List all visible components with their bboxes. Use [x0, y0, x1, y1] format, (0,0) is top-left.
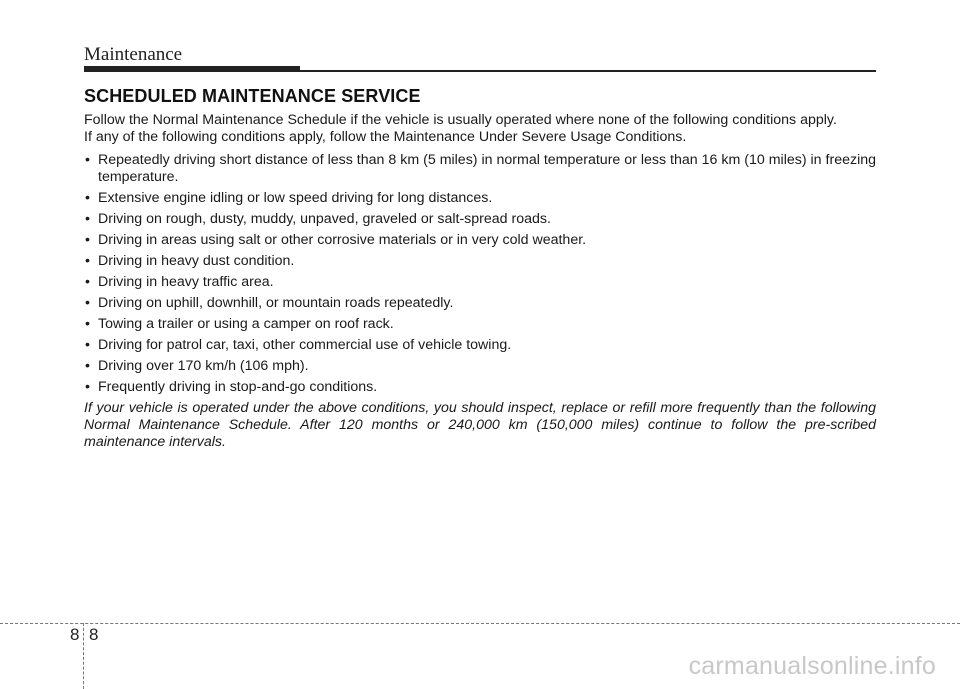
list-item [84, 316, 876, 333]
bullet: • [85, 211, 90, 227]
conditions-list [84, 152, 876, 396]
section-title: SCHEDULED MAINTENANCE SERVICE [84, 86, 421, 106]
condition-text: Extensive engine idling or low speed driving for long distances. [98, 190, 493, 206]
header-title: Maintenance [84, 44, 183, 65]
list-item [84, 274, 876, 291]
condition-text: Towing a trailer or using a camper on roof rack. [98, 316, 394, 332]
header-rule-thick [84, 66, 300, 72]
list-item [84, 211, 876, 228]
condition-text: Driving over 170 km/h (106 mph). [98, 358, 309, 374]
condition-text: Frequently driving in stop-and-go conditions. [98, 379, 378, 395]
condition-text: Driving on uphill, downhill, or mountain roads repeatedly. [98, 295, 454, 311]
condition-text: Repeatedly driving short distance of less than 8 km (5 miles) in normal temperature or less than 16 km (10 miles) in freezing temperature. [98, 152, 876, 185]
footer-vrule [83, 623, 84, 689]
intro-line: Follow the Normal Maintenance Schedule if the vehicle is usually operated where none of the following conditions apply. [84, 112, 837, 128]
condition-text: Driving on rough, dusty, muddy, unpaved, graveled or salt-spread roads. [98, 211, 551, 227]
list-item [84, 295, 876, 312]
list-item [84, 152, 876, 186]
list-item [84, 232, 876, 249]
condition-text: Driving for patrol car, taxi, other commercial use of vehicle towing. [98, 337, 512, 353]
bullet: • [85, 337, 90, 353]
bullet: • [85, 232, 90, 248]
note-paragraph: If your vehicle is operated under the above conditions, you should inspect, replace or refill more frequently than the following Normal Maintenance Schedule. After 120 months or 240,000 km (150,000 miles) continue to follow the pre-scribed maintenance intervals. [84, 400, 876, 450]
condition-text: Driving in heavy traffic area. [98, 274, 274, 290]
bullet: • [85, 358, 90, 374]
bullet: • [85, 190, 90, 206]
list-item [84, 379, 876, 396]
content [84, 112, 876, 451]
bullet: • [85, 253, 90, 269]
bullet: • [85, 152, 90, 168]
chapter-number: 8 [70, 625, 80, 644]
header-rule-thin [300, 70, 876, 72]
intro-line: If any of the following conditions apply, follow the Maintenance Under Severe Usage Conditions. [84, 129, 687, 145]
list-item [84, 190, 876, 207]
list-item [84, 253, 876, 270]
bullet: • [85, 379, 90, 395]
watermark: carmanualsonline.info [688, 652, 936, 680]
bullet: • [85, 316, 90, 332]
footer-rule [0, 623, 960, 624]
page-number: 8 [89, 625, 99, 644]
list-item [84, 337, 876, 354]
bullet: • [85, 274, 90, 290]
condition-text: Driving in areas using salt or other corrosive materials or in very cold weather. [98, 232, 587, 248]
list-item [84, 358, 876, 375]
intro-paragraph [84, 112, 876, 146]
condition-text: Driving in heavy dust condition. [98, 253, 295, 269]
bullet: • [85, 295, 90, 311]
